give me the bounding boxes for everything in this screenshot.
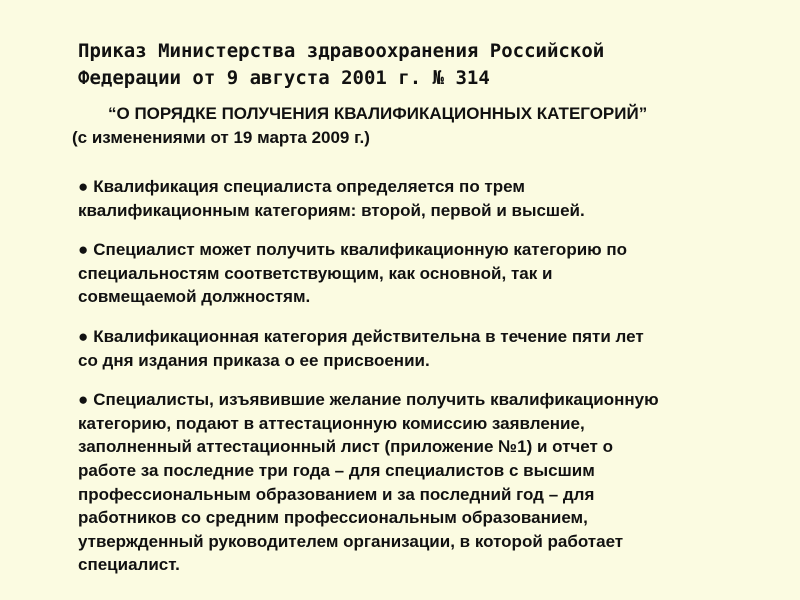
- title-line-2: Федерации от 9 августа 2001 г. № 314: [78, 67, 490, 89]
- bullet-item-3: [78, 325, 778, 372]
- bullet-text: Квалификационная категория действительна в течение пяти лет: [93, 326, 644, 346]
- bullet-icon: ●: [78, 240, 89, 260]
- bullet-icon: ●: [78, 390, 89, 410]
- bullet-line: [78, 325, 778, 349]
- page-title: [78, 38, 778, 92]
- bullet-line: работников со средним профессиональным образованием,: [78, 508, 588, 528]
- bullet-text: Квалификация специалиста определяется по трем: [93, 177, 525, 196]
- bullet-line: профессиональным образованием и за последний год – для: [78, 484, 595, 504]
- title-line-1: Приказ Министерства здравоохранения Российской: [78, 40, 605, 62]
- bullet-item-4: [78, 388, 778, 577]
- bullet-line: специалист.: [78, 555, 180, 575]
- bullet-line: работе за последние три года – для специалистов с высшим: [78, 460, 595, 480]
- amendment-note: (с изменениями от 19 марта 2009 г.): [72, 128, 370, 147]
- bullet-line: [78, 175, 778, 199]
- bullet-line: [78, 238, 778, 262]
- bullet-text: Специалисты, изъявившие желание получить квалификационную: [93, 390, 659, 410]
- bullet-item-2: [78, 238, 778, 309]
- bullet-text: Специалист может получить квалификационную категорию по: [93, 240, 628, 260]
- bullet-line: специальностям соответствующим, как основной, так и: [78, 263, 553, 283]
- bullet-list: [78, 175, 778, 577]
- bullet-line: со дня издания приказа о ее присвоении.: [78, 350, 430, 370]
- bullet-line: категорию, подают в аттестационную комиссию заявление,: [78, 413, 585, 433]
- bullet-line: совмещаемой должностям.: [78, 287, 311, 307]
- bullet-line: утвержденный руководителем организации, в которой работает: [78, 531, 624, 551]
- bullet-line: квалификационным категориям: второй, первой и высшей.: [78, 200, 585, 220]
- bullet-icon: ●: [78, 177, 89, 196]
- bullet-line: заполненный аттестационный лист (приложение №1) и отчет о: [78, 437, 613, 457]
- bullet-icon: ●: [78, 326, 89, 346]
- bullet-line: [78, 388, 778, 412]
- bullet-item-1: [78, 175, 778, 222]
- document-subtitle: “О ПОРЯДКЕ ПОЛУЧЕНИЯ КВАЛИФИКАЦИОННЫХ КАТЕГОРИЙ”: [108, 104, 648, 123]
